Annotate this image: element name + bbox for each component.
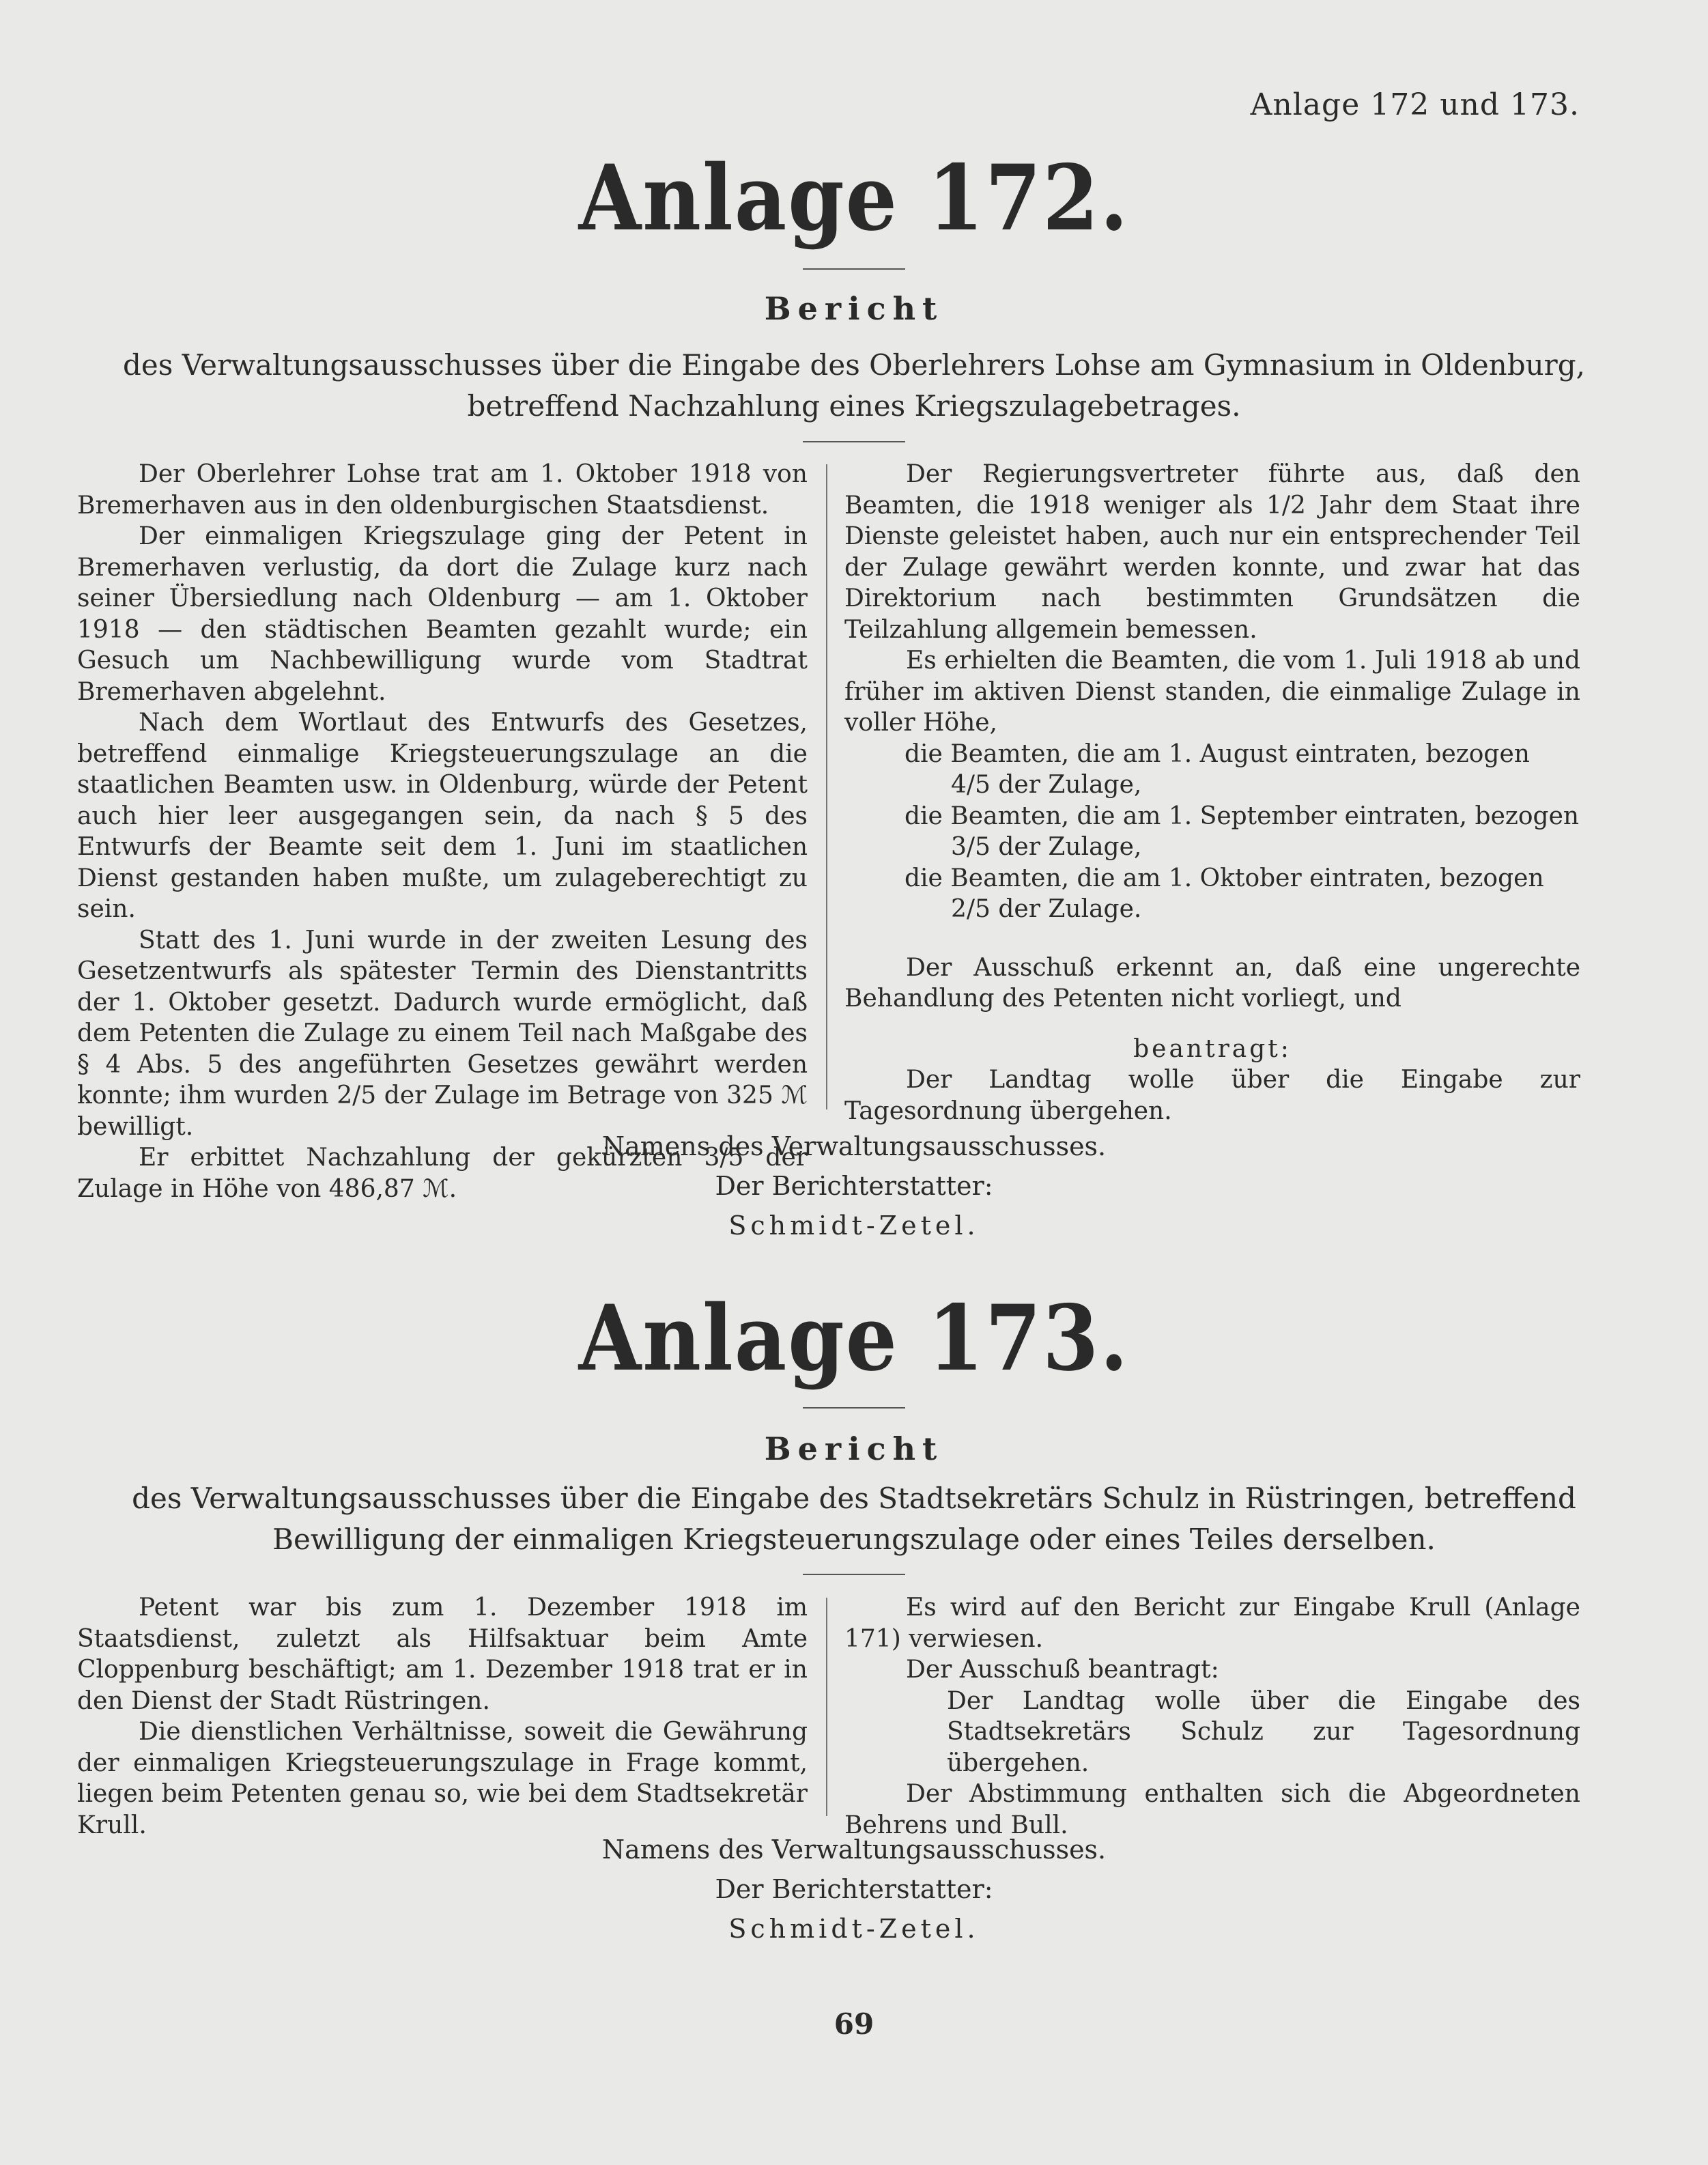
list-line: die Beamten, die am 1. August eintraten, bezogen	[905, 739, 1530, 768]
list-item	[844, 801, 1580, 863]
subtitle-rule	[803, 441, 905, 442]
paragraph: Petent war bis zum 1. Dezember 1918 im Staatsdienst, zuletzt als Hilfsaktuar beim Amte Cloppenburg beschäftigt; am 1. Dezember 1918 trat er in den Dienst der Stadt Rüstringen.	[77, 1594, 808, 1715]
paragraph: Der Ausschuß beantragt:	[906, 1656, 1219, 1684]
anlage-172-left-column	[77, 459, 808, 1204]
anlage-172-report-label: Bericht	[764, 290, 944, 327]
paragraph: Der Oberlehrer Lohse trat am 1. Oktober 1918 von Bremerhaven aus in den oldenburgischen Staatsdienst.	[77, 460, 808, 520]
motion-text: Der Landtag wolle über die Eingabe des Stadtsekretärs Schulz zur Tagesordnung übergehen.	[947, 1686, 1580, 1777]
column-divider	[826, 1598, 827, 1816]
paragraph: Nach dem Wortlaut des Entwurfs des Gesetzes, betreffend einmalige Kriegsteuerungszulage an die staatlichen Beamten usw. in Oldenburg, würde der Petent auch hier leer ausgegangen sein, da nach § 5 des Entwurfs der Beamte seit dem 1. Juni im staatlichen Dienst gestanden haben mußte, um zulageberechtigt zu sein.	[77, 709, 808, 923]
anlage-173-right-column	[844, 1592, 1580, 1841]
title-rule	[803, 1407, 905, 1409]
anlage-172-right-column	[844, 459, 1580, 1127]
list-item	[844, 863, 1580, 925]
paragraph: Der Abstimmung enthalten sich die Abgeordneten Behrens und Bull.	[844, 1780, 1580, 1839]
list-line: die Beamten, die am 1. September eintraten, bezogen	[905, 802, 1580, 830]
motion-label: beantragt:	[1133, 1034, 1292, 1063]
anlage-173-report-label: Bericht	[764, 1430, 944, 1467]
signature-line: Namens des Verwaltungsausschusses.	[601, 1131, 1107, 1161]
list-fraction: 2/5 der Zulage.	[951, 895, 1142, 923]
paragraph: Der Regierungsvertreter führte aus, daß den Beamten, die 1918 weniger als 1/2 Jahr dem Staat ihre Dienste geleistet haben, auch nur ein entsprechender Teil der Zulage gewährt werden konnte, und zwar hat das Direktorium nach bestimmten Grundsätzen die Teilzahlung allgemein bemessen.	[844, 460, 1580, 644]
signature-role: Der Berichterstatter:	[715, 1874, 993, 1904]
paragraph: Es wird auf den Bericht zur Eingabe Krull (Anlage 171) verwiesen.	[844, 1594, 1580, 1653]
paragraph: Der einmaligen Kriegszulage ging der Petent in Bremerhaven verlustig, da dort die Zulage kurz nach seiner Übersiedlung nach Oldenburg — am 1. Oktober 1918 — den städtischen Beamten gezahlt wurde; ein Gesuch um Nachbewilligung wurde vom Stadtrat Bremerhaven abgelehnt.	[77, 522, 808, 706]
list-line: die Beamten, die am 1. Oktober eintraten, bezogen	[905, 864, 1544, 892]
paragraph: Statt des 1. Juni wurde in der zweiten Lesung des Gesetzentwurfs als spätester Termin des Dienstantritts der 1. Oktober gesetzt. Dadurch wurde ermöglicht, daß dem Petenten die Zulage zu einem Teil nach Maßgabe des § 4 Abs. 5 des angeführten Gesetzes gewährt werden konnte; ihm wurden 2/5 der Zulage im Betrage von 325 ℳ bewilligt.	[77, 926, 808, 1141]
signature-line: Namens des Verwaltungsausschusses.	[601, 1835, 1107, 1865]
anlage-172-signature	[0, 1127, 1708, 1245]
signature-name: Schmidt-Zetel.	[728, 1211, 980, 1241]
anlage-173-signature	[0, 1830, 1708, 1949]
running-header: Anlage 172 und 173.	[1250, 87, 1580, 122]
anlage-172-title: Anlage 172.	[578, 144, 1130, 251]
signature-name: Schmidt-Zetel.	[728, 1914, 980, 1944]
subtitle-rule	[803, 1574, 905, 1575]
anlage-172-subtitle: des Verwaltungsausschusses über die Eingabe des Oberlehrers Lohse am Gymnasium in Oldenburg, betreffend Nachzahlung eines Kriegszulagebetrages.	[123, 348, 1585, 423]
list-fraction: 3/5 der Zulage,	[951, 833, 1142, 861]
list-item	[844, 739, 1580, 801]
paragraph: Es erhielten die Beamten, die vom 1. Juli 1918 ab und früher im aktiven Dienst standen, die einmalige Zulage in voller Höhe,	[844, 647, 1580, 737]
page-number: 69	[834, 2007, 874, 2041]
paragraph: Die dienstlichen Verhältnisse, soweit die Gewährung der einmaligen Kriegsteuerungszulage in Frage kommt, liegen beim Petenten genau so, wie bei dem Stadtsekretär Krull.	[77, 1718, 808, 1839]
anlage-173-subtitle: des Verwaltungsausschusses über die Eingabe des Stadtsekretärs Schulz in Rüstringen, betreffend Bewilligung der einmaligen Kriegsteuerungszulage oder eines Teiles derselben.	[132, 1482, 1576, 1556]
column-divider	[826, 464, 827, 1109]
motion-text: Der Landtag wolle über die Eingabe zur Tagesordnung übergehen.	[844, 1066, 1580, 1125]
anlage-173-left-column	[77, 1592, 808, 1841]
committee-finding: Der Ausschuß erkennt an, daß eine ungerechte Behandlung des Petenten nicht vorliegt, und	[844, 953, 1580, 1013]
anlage-173-title: Anlage 173.	[578, 1284, 1130, 1391]
title-rule	[803, 268, 905, 270]
list-fraction: 4/5 der Zulage,	[951, 771, 1142, 799]
signature-role: Der Berichterstatter:	[715, 1171, 993, 1201]
paragraph: Er erbittet Nachzahlung der gekürzten 3/5 der Zulage in Höhe von 486,87 ℳ.	[77, 1144, 808, 1203]
